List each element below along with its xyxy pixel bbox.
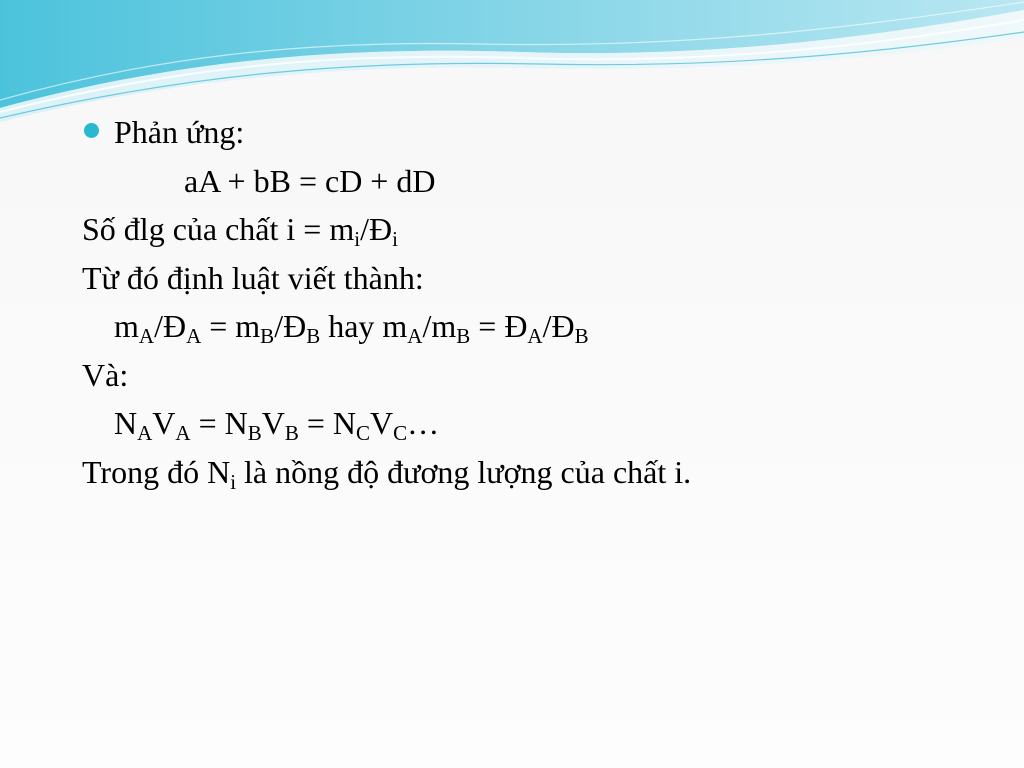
- law-intro-text: Từ đó định luật viết thành:: [82, 259, 424, 296]
- law-formula-line: [82, 302, 1002, 351]
- subscript: B: [456, 324, 471, 348]
- formula-text: = Đ: [470, 308, 528, 344]
- formula-text: V: [261, 405, 285, 441]
- reaction-text: aA + bB = cD + dD: [184, 162, 436, 199]
- slide-body: [82, 108, 1002, 496]
- formula-text: V: [370, 405, 394, 441]
- formula-text: /Đ: [274, 308, 307, 344]
- and-line: [82, 351, 1002, 400]
- reaction-equation: [82, 157, 1002, 206]
- subscript: i: [392, 227, 398, 251]
- definition-text: Trong đó N: [82, 453, 231, 490]
- definition-line: [82, 448, 1002, 497]
- subscript: C: [356, 421, 371, 445]
- subscript: B: [247, 421, 262, 445]
- subscript: i: [354, 227, 361, 251]
- formula-text: N: [114, 405, 138, 441]
- formula-text: V: [152, 405, 176, 441]
- subscript: A: [527, 324, 543, 348]
- bullet-dot-icon: [84, 123, 99, 138]
- equivalents-prefix: Số đlg của chất i = m: [82, 211, 355, 247]
- subscript: A: [407, 324, 423, 348]
- bullet-label: Phản ứng:: [114, 114, 245, 150]
- subscript: A: [137, 421, 153, 445]
- formula-text: = m: [201, 308, 261, 344]
- titration-formula-line: [82, 399, 1002, 448]
- law-intro-line: [82, 254, 1002, 303]
- formula-text: m: [114, 308, 139, 344]
- subscript: i: [230, 469, 237, 494]
- formula-text: …: [407, 405, 440, 441]
- subscript: C: [393, 421, 408, 445]
- formula-text: = N: [298, 405, 357, 441]
- formula-text: = N: [190, 405, 248, 441]
- subscript: B: [284, 421, 299, 445]
- formula-text: /m: [422, 308, 457, 344]
- formula-text: /Đ: [542, 308, 575, 344]
- bullet-item: [82, 108, 1002, 157]
- subscript: A: [175, 421, 191, 445]
- equivalents-line: [82, 205, 1002, 254]
- subscript: A: [138, 324, 155, 348]
- and-text: Và:: [82, 356, 129, 393]
- equivalents-slash: /Đ: [360, 211, 393, 247]
- subscript: B: [574, 324, 589, 348]
- subscript: B: [306, 324, 321, 348]
- subscript: B: [260, 324, 275, 348]
- definition-text: là nồng độ đương lượng của chất i.: [236, 453, 692, 490]
- formula-text: /Đ: [154, 308, 187, 344]
- formula-text: hay m: [320, 308, 408, 344]
- subscript: A: [186, 324, 202, 348]
